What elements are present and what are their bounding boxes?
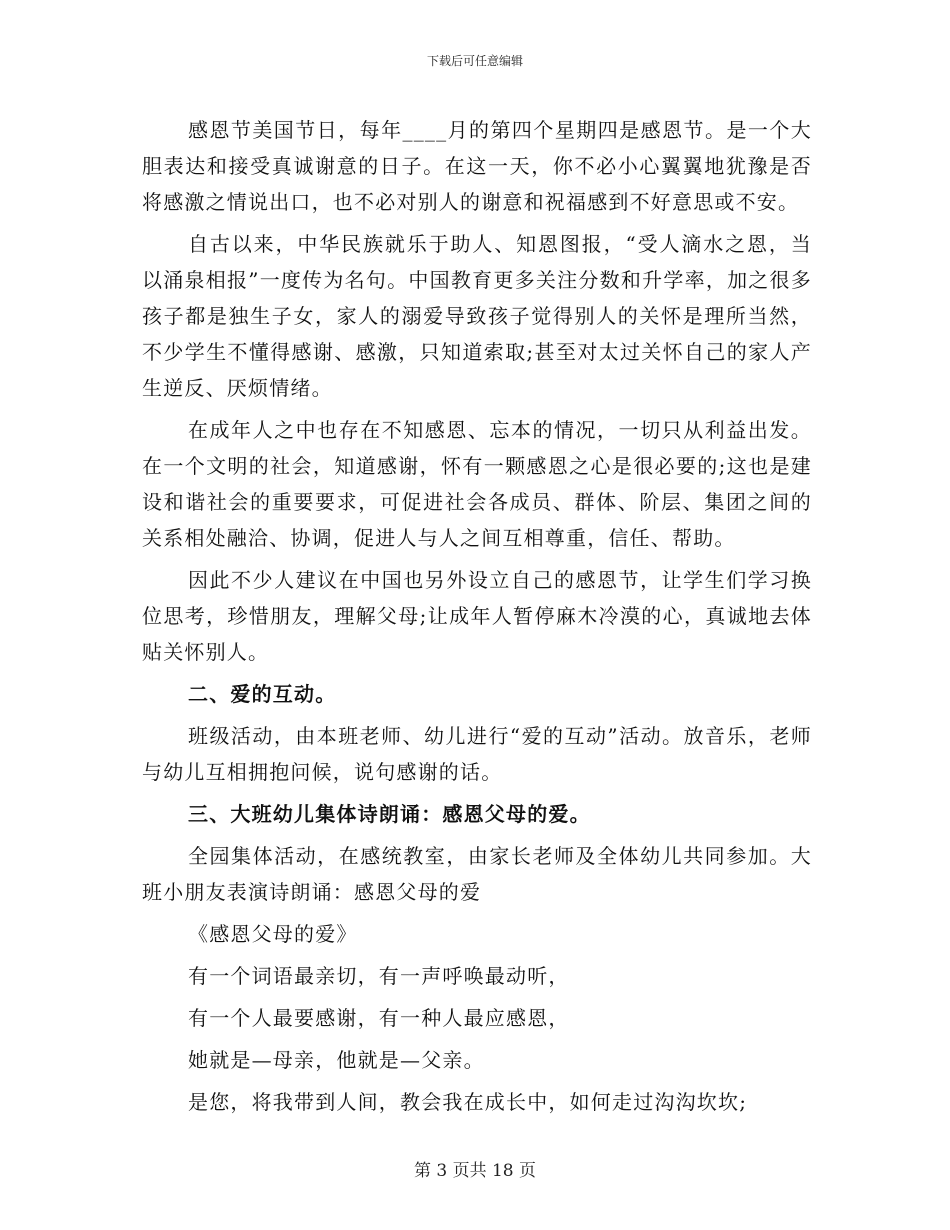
paragraph-class-activity: 班级活动，由本班老师、幼儿进行“爱的互动”活动。放音乐，老师与幼儿互相拥抱问候，说句感谢的话。 (142, 724, 812, 784)
section-heading-poem-recital: 三、大班幼儿集体诗朗诵：感恩父母的爱。 (188, 802, 591, 826)
paragraph-adults: 在成年人之中也存在不知感恩、忘本的情况，一切只从利益出发。在一个文明的社会，知道感谢，怀有一颗感恩之心是很必要的;这也是建设和谐社会的重要要求，可促进社会各成员、群体、阶层、集团之间的关系相处融洽、协调，促进人与人之间互相尊重，信任、帮助。 (142, 418, 812, 550)
paragraph-chinese-tradition: 自古以来，中华民族就乐于助人、知恩图报，“受人滴水之恩，当以涌泉相报”一度传为名句。中国教育更多关注分数和升学率，加之很多孩子都是独生子女，家人的溺爱导致孩子觉得别人的关怀是理所当然，不少学生不懂得感谢、感激，只知道索取;甚至对太过关怀自己的家人产生逆反、厌烦情绪。 (142, 232, 812, 400)
section-heading-love-interaction: 二、爱的互动。 (188, 682, 337, 706)
page-header: 下载后可任意编辑 (426, 54, 523, 68)
poem-line: 是您，将我带到人间，教会我在成长中，如何走过沟沟坎坎; (188, 1090, 748, 1114)
poem-title: 《感恩父母的爱》 (188, 922, 358, 946)
paragraph-suggestion: 因此不少人建议在中国也另外设立自己的感恩节，让学生们学习换位思考，珍惜朋友，理解父母;让成年人暂停麻木冷漠的心，真诚地去体贴关怀别人。 (142, 568, 812, 664)
poem-line: 有一个词语最亲切，有一声呼唤最动听， (188, 964, 570, 988)
page-footer: 第 3 页共 18 页 (413, 1161, 537, 1181)
paragraph-school-activity: 全园集体活动，在感统教室，由家长老师及全体幼儿共同参加。大班小朋友表演诗朗诵：感恩父母的爱 (142, 844, 812, 904)
paragraph-thanksgiving-intro: 感恩节美国节日，每年____月的第四个星期四是感恩节。是一个大胆表达和接受真诚谢意的日子。在这一天，你不必小心翼翼地犹豫是否将感激之情说出口，也不必对别人的谢意和祝福感到不好意思或不安。 (142, 118, 812, 214)
poem-line: 有一个人最要感谢，有一种人最应感恩， (188, 1006, 570, 1030)
document-body (142, 112, 812, 1120)
poem-line: 她就是—母亲，他就是—父亲。 (188, 1048, 485, 1072)
